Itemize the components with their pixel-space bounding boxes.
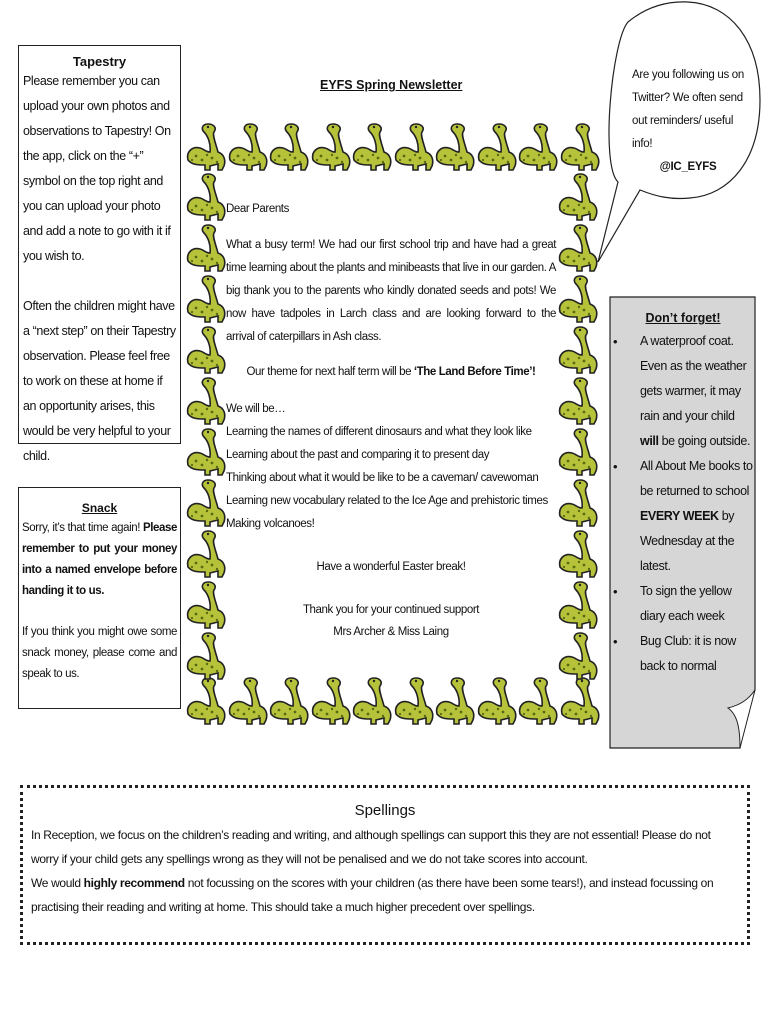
newsletter-body bbox=[226, 200, 556, 643]
snack-text: Sorry, it’s that time again! bbox=[22, 522, 143, 534]
dont-forget-panel bbox=[613, 307, 753, 679]
dinosaur-icon bbox=[556, 274, 600, 324]
dinosaur-icon bbox=[184, 376, 228, 426]
spellings-text: not focussing on the scores with your children (as there have been some tears!), and instead focussing on practising their reading and writing at home. This should take a much higher precedent over spellings. bbox=[31, 876, 714, 914]
dinosaur-icon bbox=[309, 122, 353, 172]
dinosaur-icon bbox=[184, 274, 228, 324]
snack-title: Snack bbox=[81, 501, 118, 515]
list-item-text: To sign the yellow diary each week bbox=[640, 584, 732, 623]
list-item-text: be going outside. bbox=[658, 434, 751, 448]
list-item bbox=[613, 329, 753, 454]
list-item-text: All About Me books to be returned to school bbox=[640, 459, 753, 498]
dinosaur-icon bbox=[392, 122, 436, 172]
dinosaur-icon bbox=[184, 223, 228, 273]
dinosaur-icon bbox=[184, 325, 228, 375]
dinosaur-icon bbox=[433, 676, 477, 726]
spellings-paragraph-2 bbox=[31, 871, 741, 919]
newsletter-title: EYFS Spring Newsletter bbox=[320, 78, 463, 92]
theme-text: Our theme for next half term will be bbox=[246, 366, 414, 378]
activity-item: Making volcanoes! bbox=[226, 518, 315, 530]
dinosaur-icon bbox=[556, 172, 600, 222]
dinosaur-icon bbox=[556, 376, 600, 426]
dinosaur-icon bbox=[309, 676, 353, 726]
dinosaur-icon bbox=[184, 478, 228, 528]
newsletter-greeting: Dear Parents bbox=[226, 203, 289, 215]
dinosaur-icon bbox=[516, 676, 560, 726]
spellings-title: Spellings bbox=[354, 802, 416, 819]
dinosaur-icon bbox=[350, 122, 394, 172]
newsletter-we-will: We will be… bbox=[226, 403, 286, 415]
dinosaur-icon bbox=[392, 676, 436, 726]
activity-item: Learning about the past and comparing it to present day bbox=[226, 449, 490, 461]
tapestry-paragraph-2: Often the children might have a “next step” on their Tapestry observation. Please feel free to work on these at home if an opportunity arises, this would be very helpful to your child. bbox=[23, 299, 176, 463]
dont-forget-list bbox=[613, 329, 753, 679]
list-item-text: Bug Club: it is now back to normal bbox=[640, 634, 736, 673]
dinosaur-icon bbox=[184, 172, 228, 222]
dinosaur-icon bbox=[184, 122, 228, 172]
dinosaur-icon bbox=[184, 676, 228, 726]
snack-emphasis: Please remember to put your money into a named envelope before handing it to us. bbox=[22, 522, 177, 597]
spellings-text: We would bbox=[31, 876, 84, 890]
spellings-panel bbox=[20, 785, 750, 945]
newsletter-theme bbox=[226, 363, 556, 382]
tapestry-title: Tapestry bbox=[72, 54, 127, 69]
dinosaur-icon bbox=[184, 427, 228, 477]
dinosaur-icon bbox=[350, 676, 394, 726]
list-item-emphasis: EVERY WEEK bbox=[640, 509, 719, 523]
dinosaur-icon bbox=[184, 529, 228, 579]
newsletter-signoff: Mrs Archer & Miss Laing bbox=[333, 626, 449, 638]
newsletter-thanks: Thank you for your continued support bbox=[302, 604, 480, 616]
dinosaur-icon bbox=[558, 122, 602, 172]
twitter-handle: @IC_EYFS bbox=[659, 161, 717, 173]
activity-item: Learning the names of different dinosaurs and what they look like bbox=[226, 426, 532, 438]
list-item-text: A waterproof coat. Even as the weather gets warmer, it may rain and your child bbox=[640, 334, 747, 423]
twitter-text: Are you following us on Twitter? We often send out reminders/ useful info! bbox=[632, 69, 745, 150]
dinosaur-icon bbox=[558, 676, 602, 726]
dinosaur-icon bbox=[556, 580, 600, 630]
dinosaur-icon bbox=[267, 676, 311, 726]
list-item bbox=[613, 454, 753, 579]
dinosaur-icon bbox=[556, 631, 600, 681]
list-item bbox=[613, 579, 753, 629]
dinosaur-icon bbox=[556, 427, 600, 477]
dont-forget-title: Don’t forget! bbox=[645, 311, 721, 325]
spellings-paragraph-1: In Reception, we focus on the children’s reading and writing, and although spellings can support this they are not essential! Please do not worry if your child gets any spellings wrong as they will not be penalised and we do not take scores into account. bbox=[31, 828, 711, 866]
dinosaur-icon bbox=[184, 631, 228, 681]
dinosaur-icon bbox=[226, 122, 270, 172]
dinosaur-icon bbox=[475, 676, 519, 726]
list-item bbox=[613, 629, 753, 679]
dinosaur-icon bbox=[433, 122, 477, 172]
list-item-emphasis: will bbox=[640, 434, 659, 448]
newsletter-easter: Have a wonderful Easter break! bbox=[316, 561, 466, 573]
list-item-text: by Wednesday at the latest. bbox=[640, 509, 735, 573]
activity-item: Learning new vocabulary related to the Ice Age and prehistoric times bbox=[226, 495, 548, 507]
dinosaur-icon bbox=[556, 529, 600, 579]
spellings-emphasis: highly recommend bbox=[83, 876, 185, 890]
snack-paragraph-2: If you think you might owe some snack money, please come and speak to us. bbox=[22, 626, 177, 680]
dinosaur-icon bbox=[226, 676, 270, 726]
dinosaur-icon bbox=[556, 223, 600, 273]
dinosaur-icon bbox=[516, 122, 560, 172]
tapestry-paragraph-1: Please remember you can upload your own photos and observations to Tapestry! On the app, click on the “+” symbol on the top right and you can upload your photo and add a note to go with it if you wish to. bbox=[23, 74, 171, 263]
dinosaur-icon bbox=[267, 122, 311, 172]
dinosaur-icon bbox=[475, 122, 519, 172]
dinosaur-icon bbox=[556, 478, 600, 528]
dinosaur-icon bbox=[556, 325, 600, 375]
activity-item: Thinking about what it would be like to be a caveman/ cavewoman bbox=[226, 472, 539, 484]
newsletter-intro: What a busy term! We had our first school trip and have had a great time learning about the plants and minibeasts that live in our garden. A big thank you to the parents who kindly donated seeds and pots! We now have tadpoles in Larch class and are looking forward to the arrival of caterpillars in Ash class. bbox=[226, 239, 556, 343]
theme-title: ‘The Land Before Time’! bbox=[413, 366, 536, 378]
dinosaur-icon bbox=[184, 580, 228, 630]
